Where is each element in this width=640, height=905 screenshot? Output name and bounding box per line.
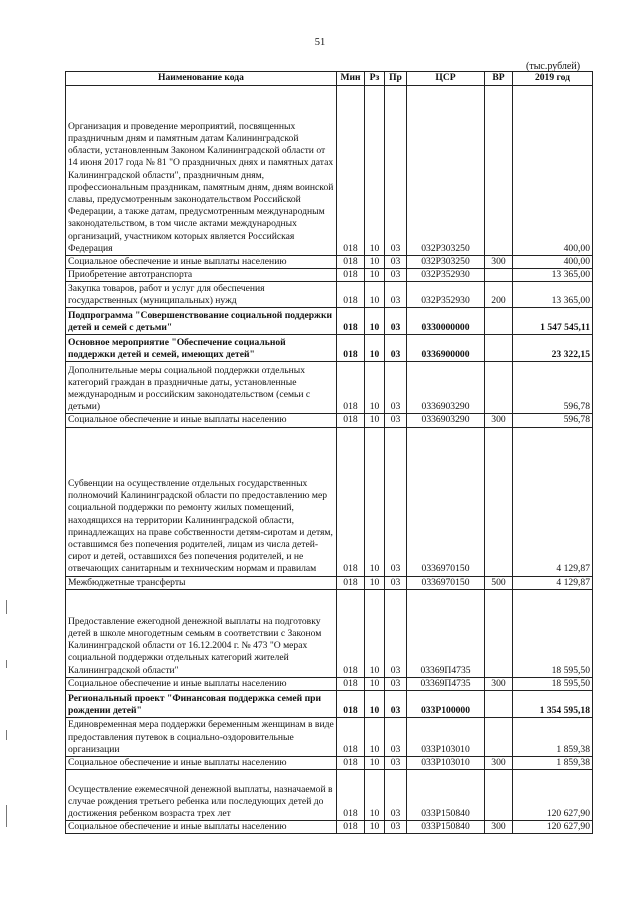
row-amount: 4 129,87 — [513, 427, 593, 576]
row-min: 018 — [337, 677, 365, 690]
row-amount: 13 365,00 — [513, 282, 593, 308]
row-pr: 03 — [385, 589, 407, 677]
row-rz: 10 — [365, 427, 385, 576]
row-min: 018 — [337, 269, 365, 282]
row-csr: 0336900000 — [407, 335, 485, 362]
row-amount: 4 129,87 — [513, 576, 593, 589]
row-csr: 0336970150 — [407, 576, 485, 589]
row-amount: 1 547 545,11 — [513, 308, 593, 335]
row-vr — [485, 86, 513, 256]
row-min: 018 — [337, 718, 365, 757]
row-min: 018 — [337, 770, 365, 821]
budget-table — [65, 71, 593, 834]
row-name: Социальное обеспечение и иные выплаты населению — [66, 256, 337, 269]
row-csr: 0330000000 — [407, 308, 485, 335]
row-csr: 033P103010 — [407, 718, 485, 757]
row-csr: 03369П4735 — [407, 589, 485, 677]
row-vr — [485, 335, 513, 362]
row-min: 018 — [337, 576, 365, 589]
row-name: Единовременная мера поддержки беременным женщинам в виде предоставления путевок в социально-оздоровительные организации — [66, 718, 337, 757]
row-csr: 0336903290 — [407, 414, 485, 427]
row-pr: 03 — [385, 770, 407, 821]
row-pr: 03 — [385, 308, 407, 335]
row-min: 018 — [337, 414, 365, 427]
row-min: 018 — [337, 86, 365, 256]
row-rz: 10 — [365, 282, 385, 308]
row-vr: 300 — [485, 677, 513, 690]
row-amount: 1 859,38 — [513, 718, 593, 757]
table-row — [66, 86, 593, 256]
row-rz: 10 — [365, 821, 385, 834]
row-csr: 032P352930 — [407, 269, 485, 282]
header-rz: Рз — [365, 72, 385, 86]
row-rz: 10 — [365, 86, 385, 256]
table-row — [66, 589, 593, 677]
header-pr: Пр — [385, 72, 407, 86]
row-csr: 032P303250 — [407, 256, 485, 269]
row-rz: 10 — [365, 362, 385, 414]
row-vr: 500 — [485, 576, 513, 589]
row-name: Социальное обеспечение и иные выплаты населению — [66, 757, 337, 770]
row-min: 018 — [337, 335, 365, 362]
row-vr — [485, 362, 513, 414]
table-row — [66, 757, 593, 770]
table-row — [66, 282, 593, 308]
row-pr: 03 — [385, 718, 407, 757]
row-rz: 10 — [365, 757, 385, 770]
row-pr: 03 — [385, 335, 407, 362]
row-min: 018 — [337, 362, 365, 414]
units-label: (тыс.рублей) — [526, 61, 581, 72]
scan-edge-marks — [6, 600, 8, 840]
row-rz: 10 — [365, 414, 385, 427]
row-name: Субвенции на осуществление отдельных государственных полномочий Калининградской области по предоставлению мер социальной поддержки по ремонту жилых помещений, находящихся на территории Калининградской области, принадлежащих на праве собственности детям-сиротам и детям, оставшимся без попечения родителей, лицам из числа детей-сирот и детей, оставшихся без попечения родителей, и не отвечающих санитарным и техническим нормам и правилам — [66, 427, 337, 576]
row-name: Основное мероприятие "Обеспечение социальной поддержки детей и семей, имеющих детей" — [66, 335, 337, 362]
row-name: Подпрограмма "Совершенствование социальной поддержки детей и семей с детьми" — [66, 308, 337, 335]
header-vr: ВР — [485, 72, 513, 86]
row-pr: 03 — [385, 576, 407, 589]
row-vr: 300 — [485, 821, 513, 834]
row-amount: 596,78 — [513, 414, 593, 427]
row-rz: 10 — [365, 718, 385, 757]
table-row — [66, 269, 593, 282]
row-name: Приобретение автотранспорта — [66, 269, 337, 282]
row-amount: 400,00 — [513, 86, 593, 256]
row-name: Социальное обеспечение и иные выплаты населению — [66, 677, 337, 690]
row-name: Дополнительные меры социальной поддержки отдельных категорий граждан в праздничные даты, установленные международным и российским законодательством (семьи с детьми) — [66, 362, 337, 414]
page-number: 51 — [314, 37, 326, 48]
row-vr — [485, 269, 513, 282]
row-csr: 032P352930 — [407, 282, 485, 308]
row-name: Осуществление ежемесячной денежной выплаты, назначаемой в случае рождения третьего ребенка или последующих детей до достижения ребенком возраста трех лет — [66, 770, 337, 821]
table-header-row — [66, 72, 593, 86]
row-rz: 10 — [365, 589, 385, 677]
row-min: 018 — [337, 757, 365, 770]
row-min: 018 — [337, 282, 365, 308]
table-row — [66, 256, 593, 269]
row-rz: 10 — [365, 677, 385, 690]
row-pr: 03 — [385, 677, 407, 690]
row-vr — [485, 770, 513, 821]
row-rz: 10 — [365, 308, 385, 335]
row-min: 018 — [337, 589, 365, 677]
row-amount: 13 365,00 — [513, 269, 593, 282]
row-vr: 300 — [485, 256, 513, 269]
row-name: Предоставление ежегодной денежной выплаты на подготовку детей в школе многодетным семьям в соответствии с Законом Калининградской области от 16.12.2004 г. № 473 "О мерах социальной поддержки отдельных категорий жителей Калининградской области" — [66, 589, 337, 677]
row-amount: 18 595,50 — [513, 589, 593, 677]
row-csr: 033P150840 — [407, 770, 485, 821]
row-pr: 03 — [385, 362, 407, 414]
row-name: Региональный проект "Финансовая поддержка семей при рождении детей" — [66, 691, 337, 718]
row-min: 018 — [337, 821, 365, 834]
table-row — [66, 576, 593, 589]
row-vr: 200 — [485, 282, 513, 308]
row-amount: 120 627,90 — [513, 821, 593, 834]
row-pr: 03 — [385, 269, 407, 282]
table-row — [66, 308, 593, 335]
row-pr: 03 — [385, 691, 407, 718]
row-amount: 1 354 595,18 — [513, 691, 593, 718]
header-year: 2019 год — [513, 72, 593, 86]
row-amount: 400,00 — [513, 256, 593, 269]
row-min: 018 — [337, 427, 365, 576]
row-rz: 10 — [365, 269, 385, 282]
row-vr: 300 — [485, 414, 513, 427]
row-rz: 10 — [365, 335, 385, 362]
row-rz: 10 — [365, 576, 385, 589]
row-pr: 03 — [385, 757, 407, 770]
row-min: 018 — [337, 256, 365, 269]
row-min: 018 — [337, 691, 365, 718]
row-pr: 03 — [385, 282, 407, 308]
row-csr: 0336970150 — [407, 427, 485, 576]
row-name: Организация и проведение мероприятий, посвященных праздничным дням и памятным датам Калининградской области, установленным Законом Калининградской области от 14 июня 2017 года № 81 "О праздничных днях и памятных датах Калининградской области", праздничным дням, профессиональным праздникам, памятным дням, дням воинской славы, предусмотренным законодательством Российской Федерации, а также датам, предусмотренным международным законодательством, в том числе актами международных организаций, участником которых является Российская Федерация — [66, 86, 337, 256]
row-vr — [485, 718, 513, 757]
row-min: 018 — [337, 308, 365, 335]
row-pr: 03 — [385, 414, 407, 427]
header-name: Наименование кода — [66, 72, 337, 86]
row-amount: 18 595,50 — [513, 677, 593, 690]
header-min: Мин — [337, 72, 365, 86]
table-row — [66, 718, 593, 757]
row-vr — [485, 589, 513, 677]
row-name: Социальное обеспечение и иные выплаты населению — [66, 414, 337, 427]
row-name: Межбюджетные трансферты — [66, 576, 337, 589]
row-pr: 03 — [385, 86, 407, 256]
table-row — [66, 691, 593, 718]
table-row — [66, 821, 593, 834]
row-amount: 120 627,90 — [513, 770, 593, 821]
table-row — [66, 362, 593, 414]
row-name: Закупка товаров, работ и услуг для обеспечения государственных (муниципальных) нужд — [66, 282, 337, 308]
row-vr: 300 — [485, 757, 513, 770]
table-row — [66, 677, 593, 690]
row-csr: 032P303250 — [407, 86, 485, 256]
row-csr: 0336903290 — [407, 362, 485, 414]
row-rz: 10 — [365, 770, 385, 821]
row-amount: 1 859,38 — [513, 757, 593, 770]
row-pr: 03 — [385, 256, 407, 269]
row-csr: 033P150840 — [407, 821, 485, 834]
row-vr — [485, 427, 513, 576]
row-name: Социальное обеспечение и иные выплаты населению — [66, 821, 337, 834]
table-row — [66, 335, 593, 362]
row-rz: 10 — [365, 691, 385, 718]
row-amount: 23 322,15 — [513, 335, 593, 362]
row-csr: 03369П4735 — [407, 677, 485, 690]
row-vr — [485, 308, 513, 335]
row-vr — [485, 691, 513, 718]
table-row — [66, 427, 593, 576]
row-pr: 03 — [385, 427, 407, 576]
row-pr: 03 — [385, 821, 407, 834]
header-csr: ЦСР — [407, 72, 485, 86]
table-row — [66, 770, 593, 821]
table-row — [66, 414, 593, 427]
row-amount: 596,78 — [513, 362, 593, 414]
row-csr: 033P100000 — [407, 691, 485, 718]
row-rz: 10 — [365, 256, 385, 269]
row-csr: 033P103010 — [407, 757, 485, 770]
